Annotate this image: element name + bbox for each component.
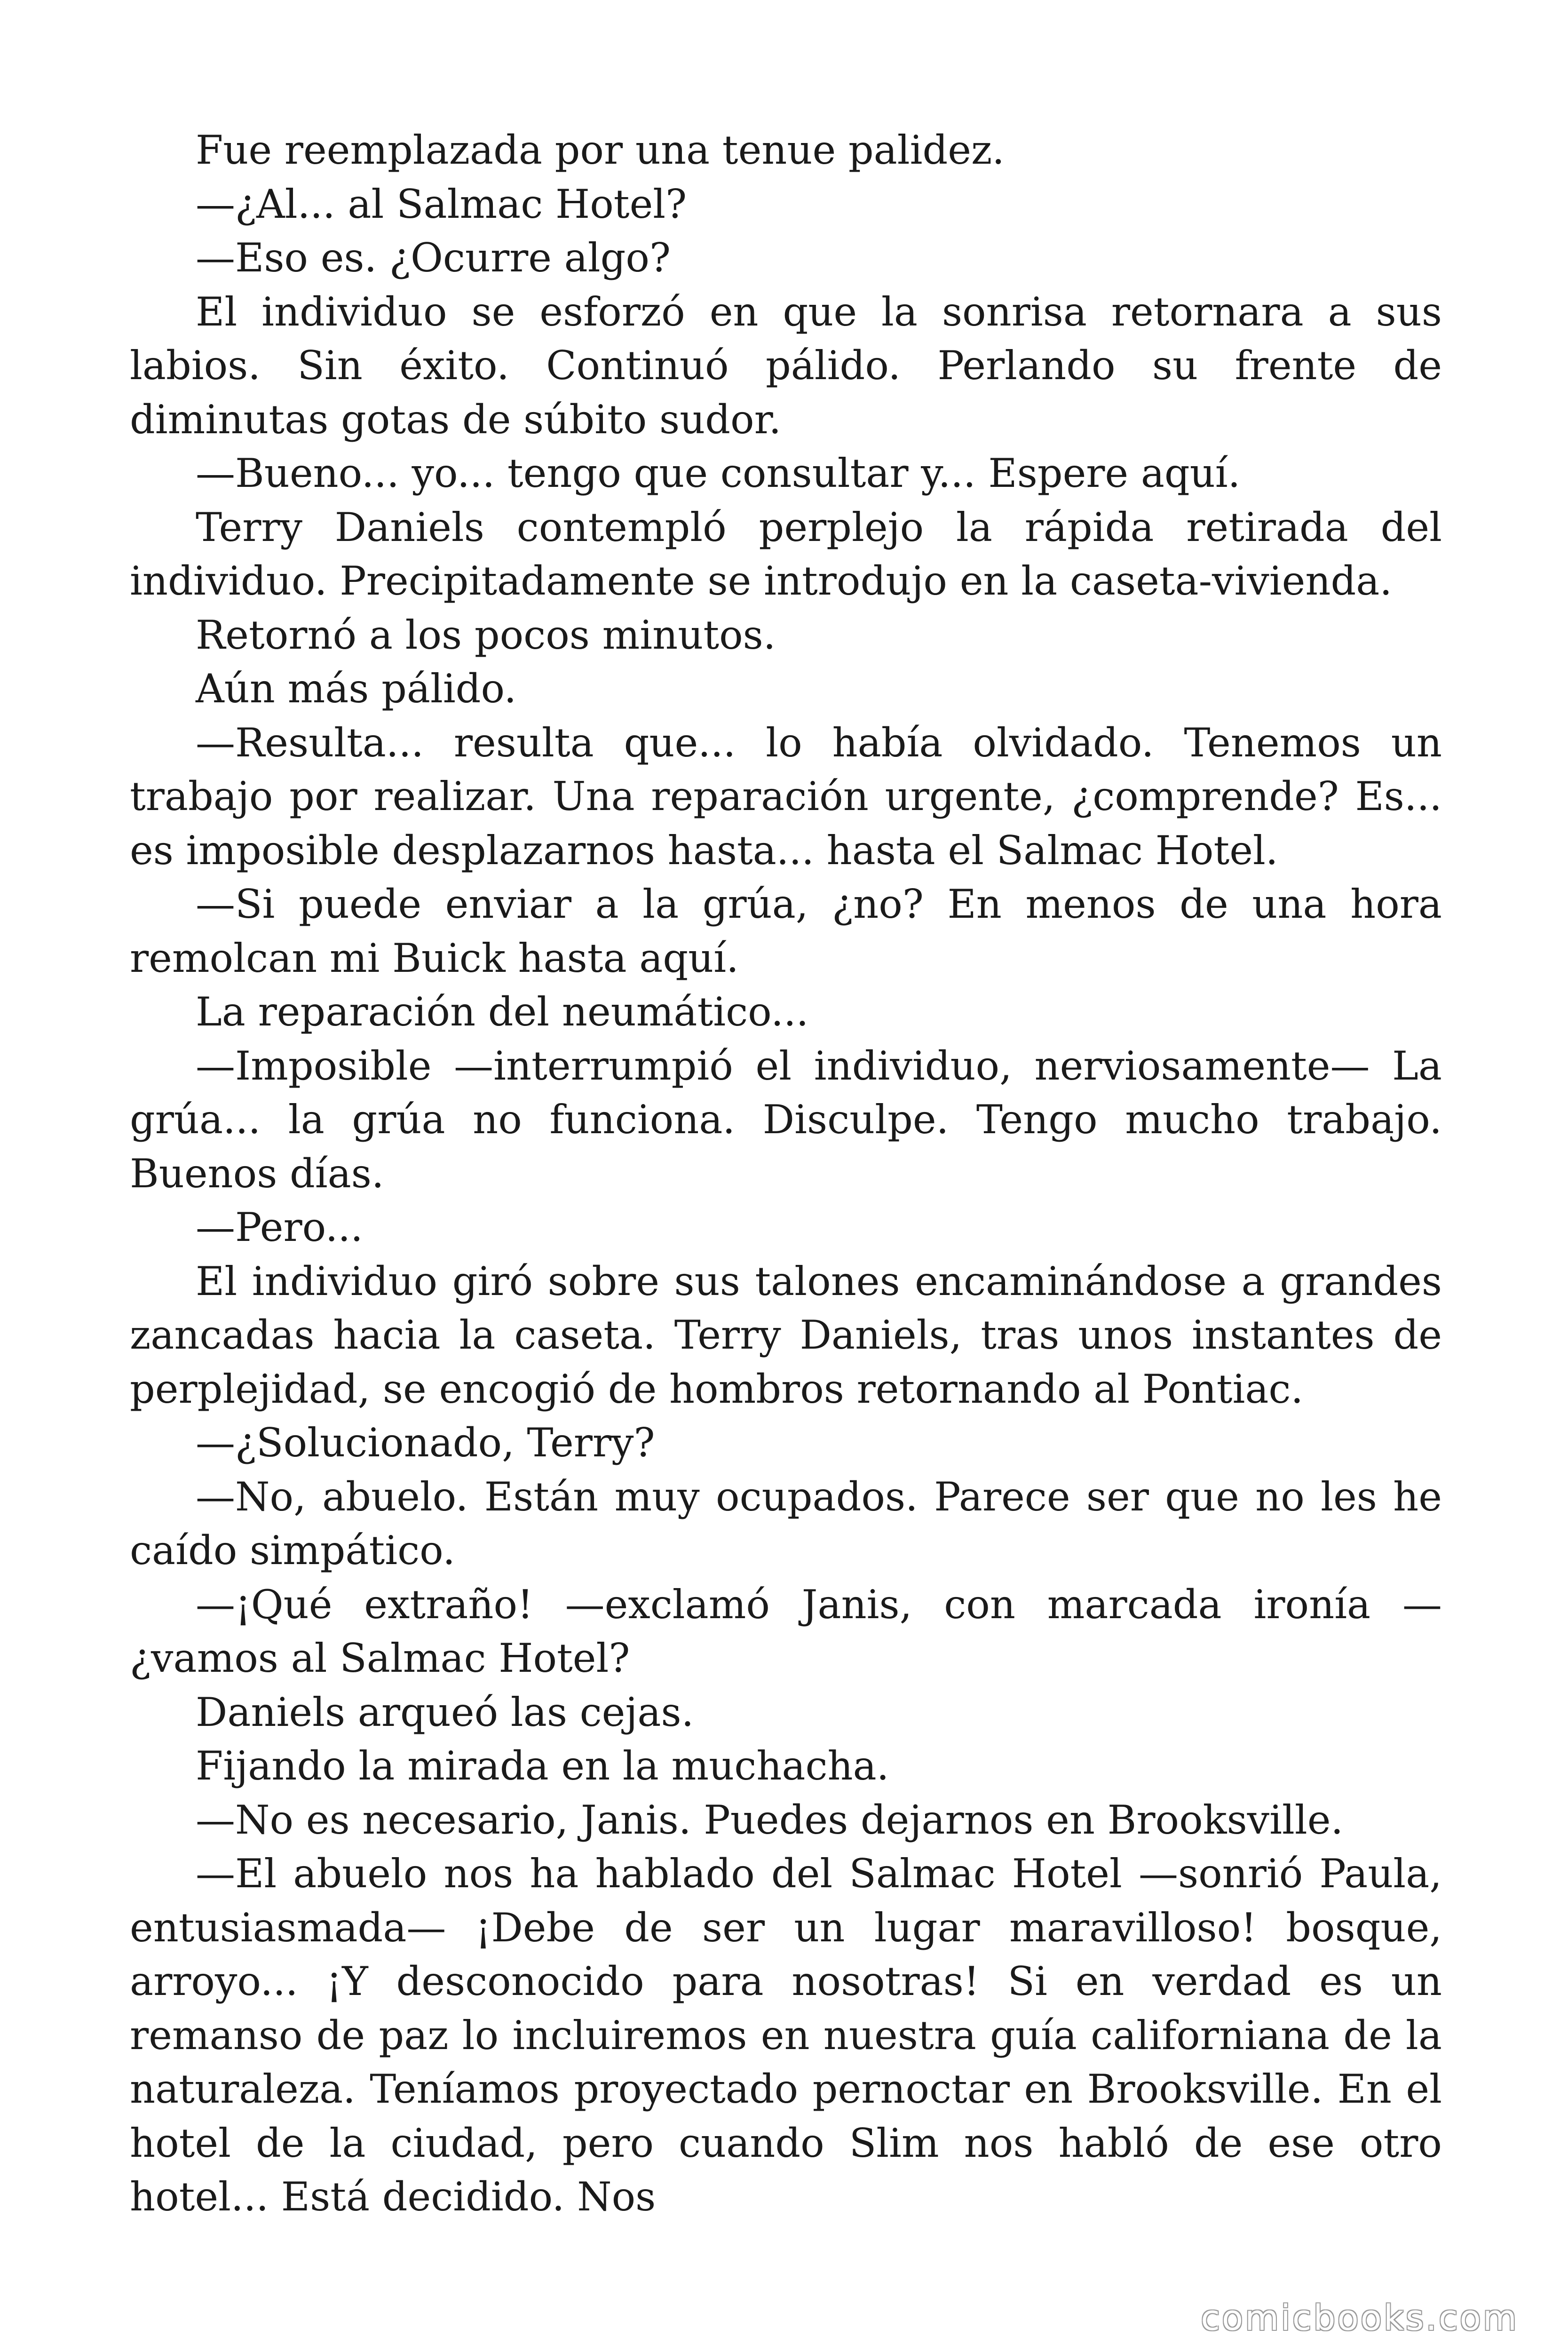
watermark: comicbooks.com — [1201, 2298, 1519, 2338]
paragraph: Fijando la mirada en la muchacha. — [196, 1743, 889, 1789]
paragraph: Aún más pálido. — [196, 666, 517, 712]
paragraph: —Eso es. ¿Ocurre algo? — [196, 235, 671, 281]
paragraph: —No, abuelo. Están muy ocupados. Parece ser que no les he caído simpático. — [130, 1473, 1442, 1573]
paragraph: —¡Qué extraño! —exclamó Janis, con marcada ironía — ¿vamos al Salmac Hotel? — [130, 1581, 1442, 1681]
paragraph: El individuo giró sobre sus talones encaminándose a grandes zancadas hacia la caseta. Terry Daniels, tras unos instantes de perplejidad, se encogió de hombros retornando al Pontiac. — [130, 1258, 1442, 1412]
paragraph: Retornó a los pocos minutos. — [196, 612, 776, 658]
paragraph: —Si puede enviar a la grúa, ¿no? En menos de una hora remolcan mi Buick hasta aquí. — [130, 881, 1442, 981]
paragraph: —Bueno... yo... tengo que consultar y... Espere aquí. — [196, 450, 1241, 496]
paragraph: —Resulta... resulta que... lo había olvidado. Tenemos un trabajo por realizar. Una reparación urgente, ¿comprende? Es... es imposible desplazarnos hasta... hasta el Salmac Hotel. — [130, 719, 1442, 874]
paragraph: —No es necesario, Janis. Puedes dejarnos en Brooksville. — [196, 1796, 1344, 1843]
paragraph: Daniels arqueó las cejas. — [196, 1689, 694, 1735]
page-text — [130, 123, 1442, 2224]
paragraph: —¿Solucionado, Terry? — [196, 1420, 655, 1466]
paragraph: Fue reemplazada por una tenue palidez. — [196, 127, 1005, 173]
paragraph: La reparación del neumático... — [196, 989, 809, 1035]
paragraph: —El abuelo nos ha hablado del Salmac Hotel —sonrió Paula, entusiasmada— ¡Debe de ser un lugar maravilloso! bosque, arroyo... ¡Y desconocido para nosotras! Si en verdad es un remanso de paz lo incluiremos en nuestra guía californiana de la naturaleza. Teníamos proyectado pernoctar en Brooksville. En el hotel de la ciudad, pero cuando Slim nos habló de ese otro hotel... Está decidido. Nos — [130, 1851, 1442, 2220]
paragraph: Terry Daniels contempló perplejo la rápida retirada del individuo. Precipitadamente se introdujo en la caseta-vivienda. — [130, 504, 1442, 604]
paragraph: El individuo se esforzó en que la sonrisa retornara a sus labios. Sin éxito. Continuó pálido. Perlando su frente de diminutas gotas de súbito sudor. — [130, 288, 1442, 443]
paragraph: —¿Al... al Salmac Hotel? — [196, 181, 687, 227]
paragraph: —Imposible —interrumpió el individuo, nerviosamente— La grúa... la grúa no funciona. Disculpe. Tengo mucho trabajo. Buenos días. — [130, 1042, 1442, 1197]
paragraph: —Pero... — [196, 1204, 363, 1250]
